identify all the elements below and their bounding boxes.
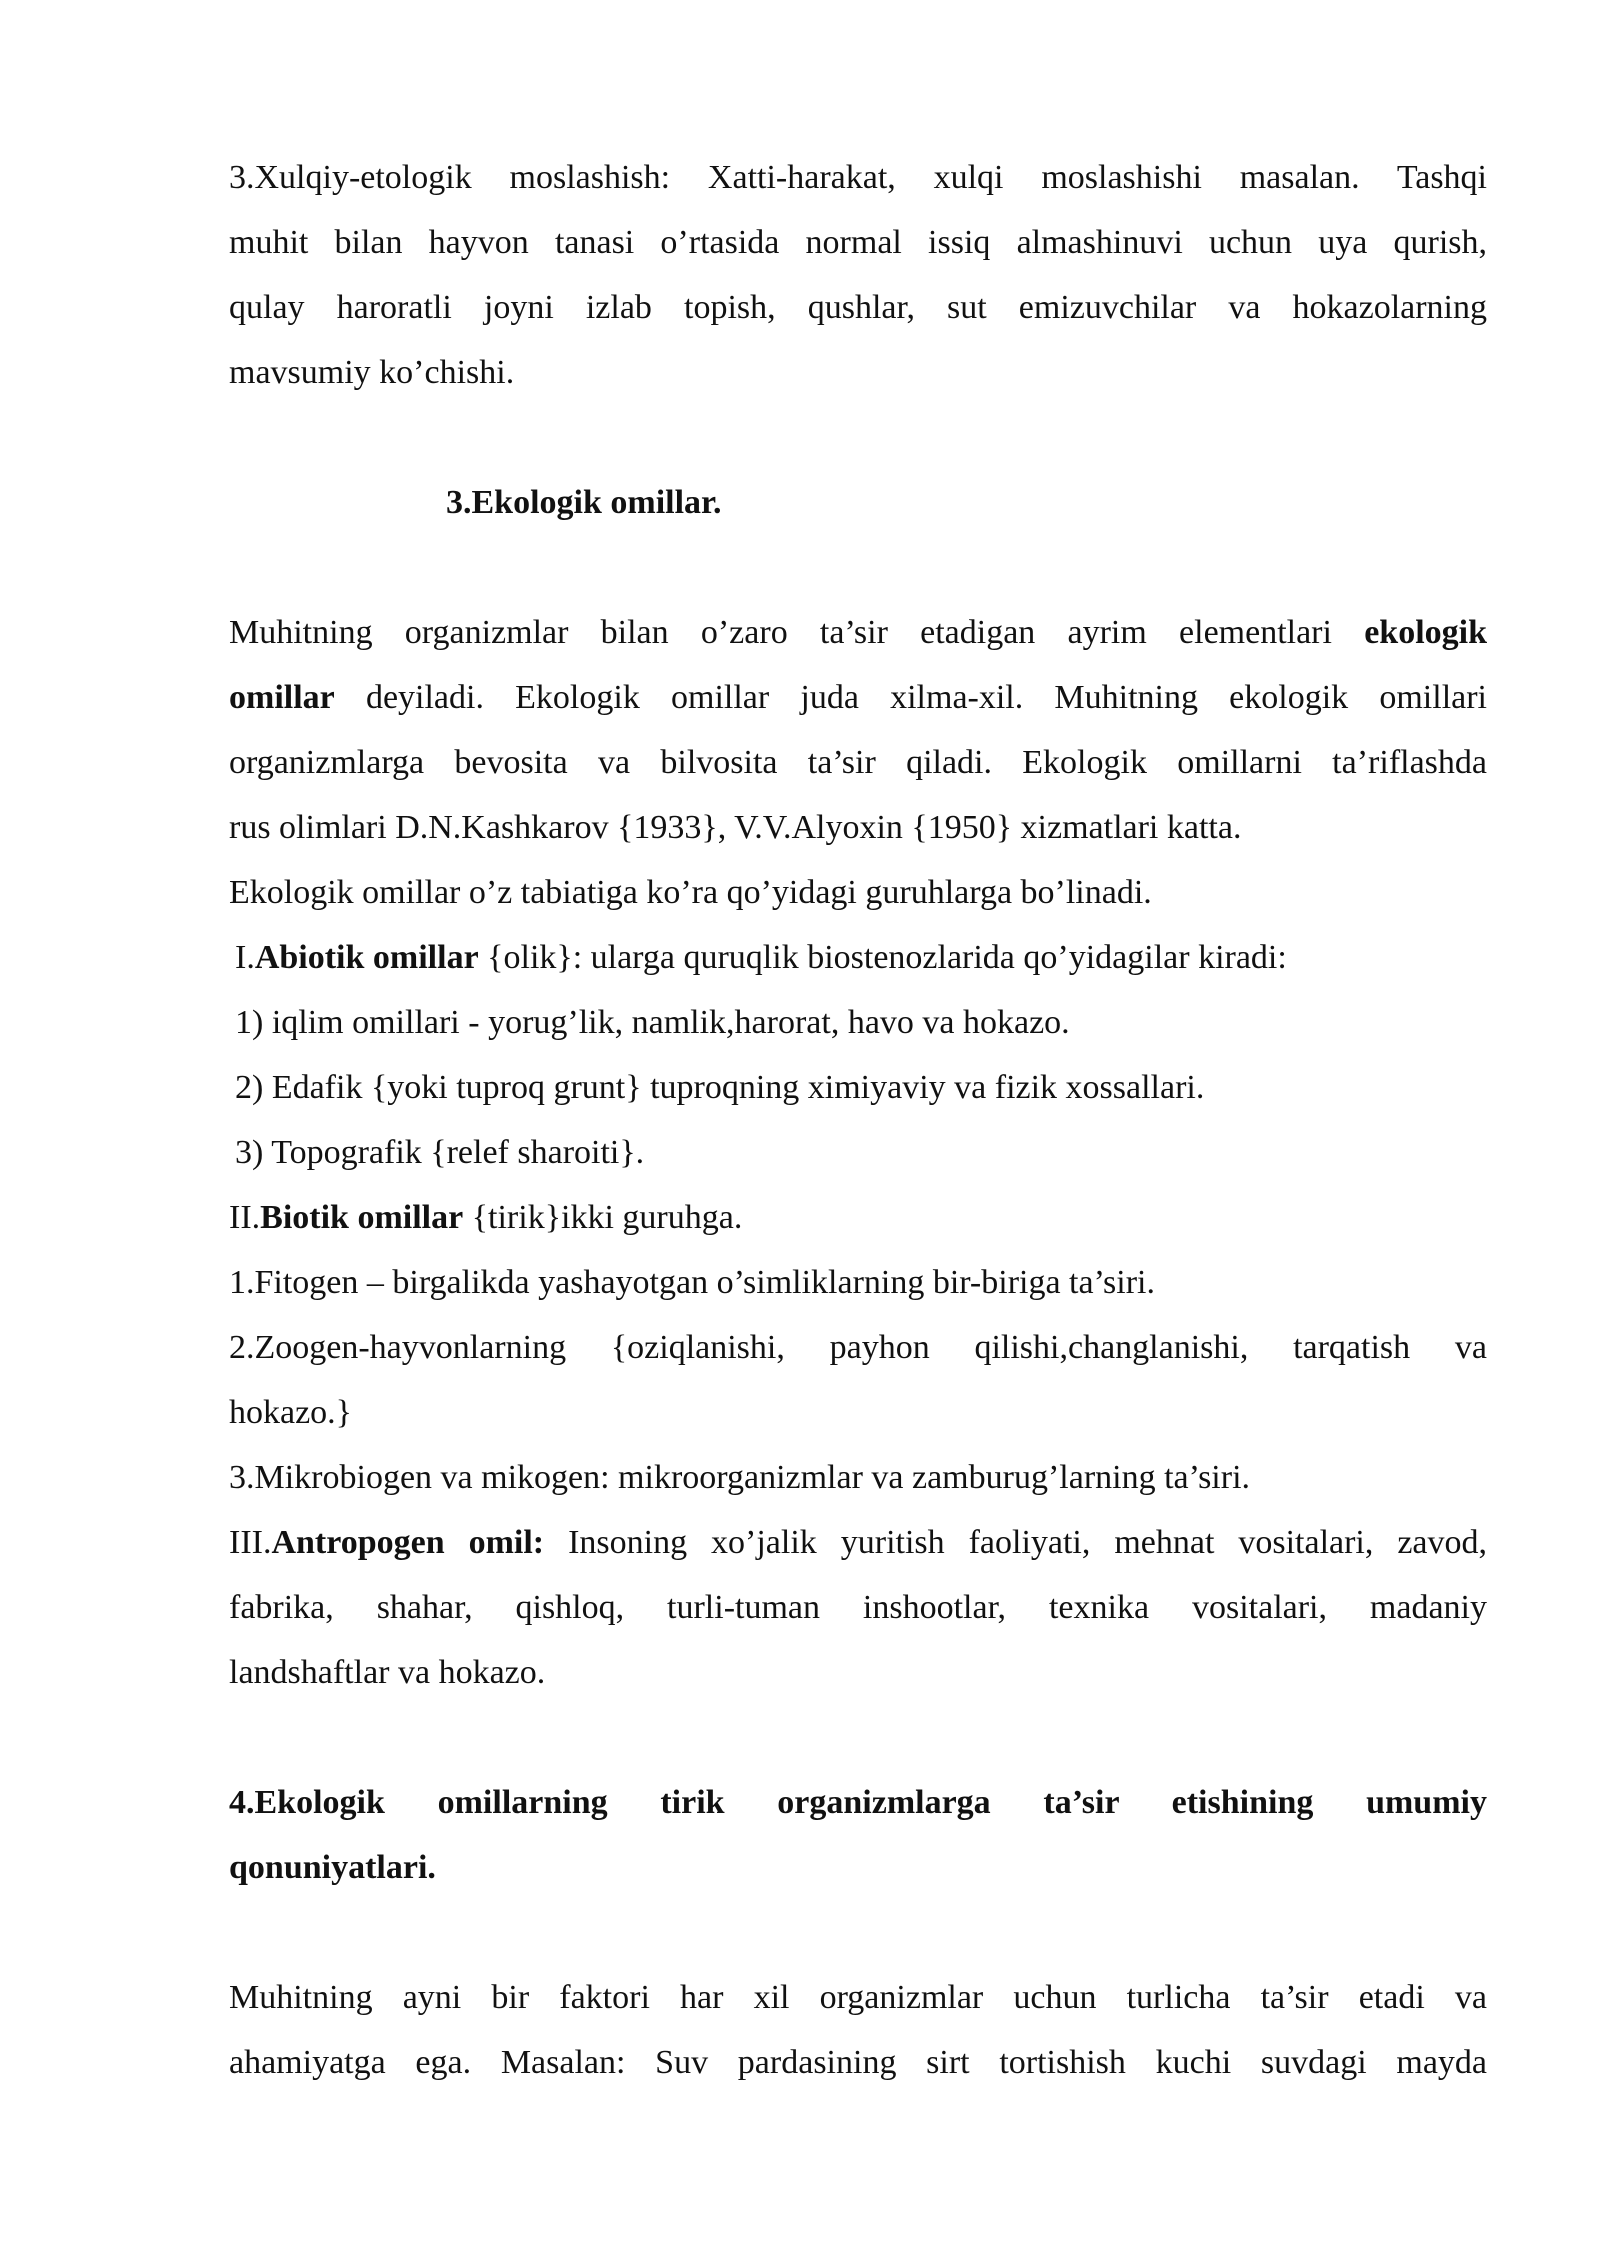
text-line: fabrika, shahar, qishloq, turli-tuman inshootlar, texnika vositalari, madaniy — [229, 1589, 1487, 1626]
paragraph-ecological-factors — [229, 600, 1487, 860]
paragraph-behavioral-adaptation — [229, 145, 1487, 405]
text-line: mavsumiy ko’chishi. — [229, 354, 515, 391]
abiotic-item: 2) Edafik {yoki tuproq grunt} tuproqning ximiyaviy va fizik xossallari. — [235, 1069, 1205, 1106]
list-prefix: III. — [229, 1524, 272, 1561]
biotic-item: 3.Mikrobiogen va mikogen: mikroorganizmlar va zamburug’larning ta’siri. — [229, 1459, 1251, 1496]
text-line: rus olimlari D.N.Kashkarov {1933}, V.V.Alyoxin {1950} xizmatlari katta. — [229, 809, 1242, 846]
bold-term: ekologik — [1364, 614, 1487, 651]
abiotic-item: 3) Topografik {relef sharoiti}. — [235, 1134, 645, 1171]
abiotic-factors-line — [229, 925, 1487, 990]
spacer — [229, 1705, 1487, 1770]
biotic-item: 2.Zoogen-hayvonlarning {oziqlanishi, payhon qilishi,changlanishi, tarqatish va — [229, 1329, 1487, 1366]
biotic-factors-line — [229, 1185, 1487, 1250]
paragraph-general-laws — [229, 1965, 1487, 2095]
bold-term: omillar — [229, 679, 335, 716]
heading-line: qonuniyatlari. — [229, 1849, 436, 1886]
text-run: {tirik}ikki guruhga. — [471, 1199, 743, 1236]
bold-term: Abiotik omillar — [254, 939, 479, 976]
bold-term: Antropogen omil: — [271, 1524, 545, 1561]
spacer — [229, 1900, 1487, 1965]
abiotic-item: 1) iqlim omillari - yorug’lik, namlik,harorat, havo va hokazo. — [235, 1004, 1070, 1041]
text-line: landshaftlar va hokazo. — [229, 1654, 546, 1691]
text-line — [229, 1510, 1487, 1575]
section-heading-3: 3.Ekologik omillar. — [446, 484, 722, 521]
spacer — [229, 535, 1487, 600]
text-run: {olik}: ularga quruqlik biostenozlarida qo’yidagilar kiradi: — [487, 939, 1287, 976]
text-line: qulay haroratli joyni izlab topish, qushlar, sut emizuvchilar va hokazolarning — [229, 289, 1487, 326]
text-line: ahamiyatga ega. Masalan: Suv pardasining sirt tortishish kuchi suvdagi mayda — [229, 2044, 1487, 2081]
section-heading-4 — [229, 1770, 1487, 1900]
text-run: Muhitning organizmlar bilan o’zaro ta’sir etadigan ayrim elementlari — [229, 614, 1332, 651]
text-run: Insoning xo’jalik yuritish faoliyati, mehnat vositalari, zavod, — [568, 1524, 1487, 1561]
groups-intro-line: Ekologik omillar o’z tabiatiga ko’ra qo’yidagi guruhlarga bo’linadi. — [229, 874, 1152, 911]
text-line — [229, 600, 1487, 665]
paragraph-anthropogenic — [229, 1510, 1487, 1705]
text-line: 3.Xulqiy-etologik moslashish: Xatti-harakat, xulqi moslashishi masalan. Tashqi — [229, 159, 1487, 196]
text-line: muhit bilan hayvon tanasi o’rtasida normal issiq almashinuvi uchun uya qurish, — [229, 224, 1487, 261]
text-line — [229, 665, 1487, 730]
text-run: deyiladi. Ekologik omillar juda xilma-xil. Muhitning ekologik omillari — [365, 679, 1487, 716]
biotic-item: 1.Fitogen – birgalikda yashayotgan o’simliklarning bir-biriga ta’siri. — [229, 1264, 1155, 1301]
biotic-item-continued: hokazo.} — [229, 1394, 353, 1431]
list-prefix: I. — [235, 939, 255, 976]
spacer — [229, 405, 1487, 470]
document-body — [229, 145, 1487, 2095]
bold-term: Biotik omillar — [260, 1199, 464, 1236]
text-line: Muhitning ayni bir faktori har xil organizmlar uchun turlicha ta’sir etadi va — [229, 1979, 1487, 2016]
list-prefix: II. — [229, 1199, 261, 1236]
heading-line: 4.Ekologik omillarning tirik organizmlarga ta’sir etishining umumiy — [229, 1784, 1487, 1821]
text-line: organizmlarga bevosita va bilvosita ta’sir qiladi. Ekologik omillarni ta’riflashda — [229, 744, 1487, 781]
